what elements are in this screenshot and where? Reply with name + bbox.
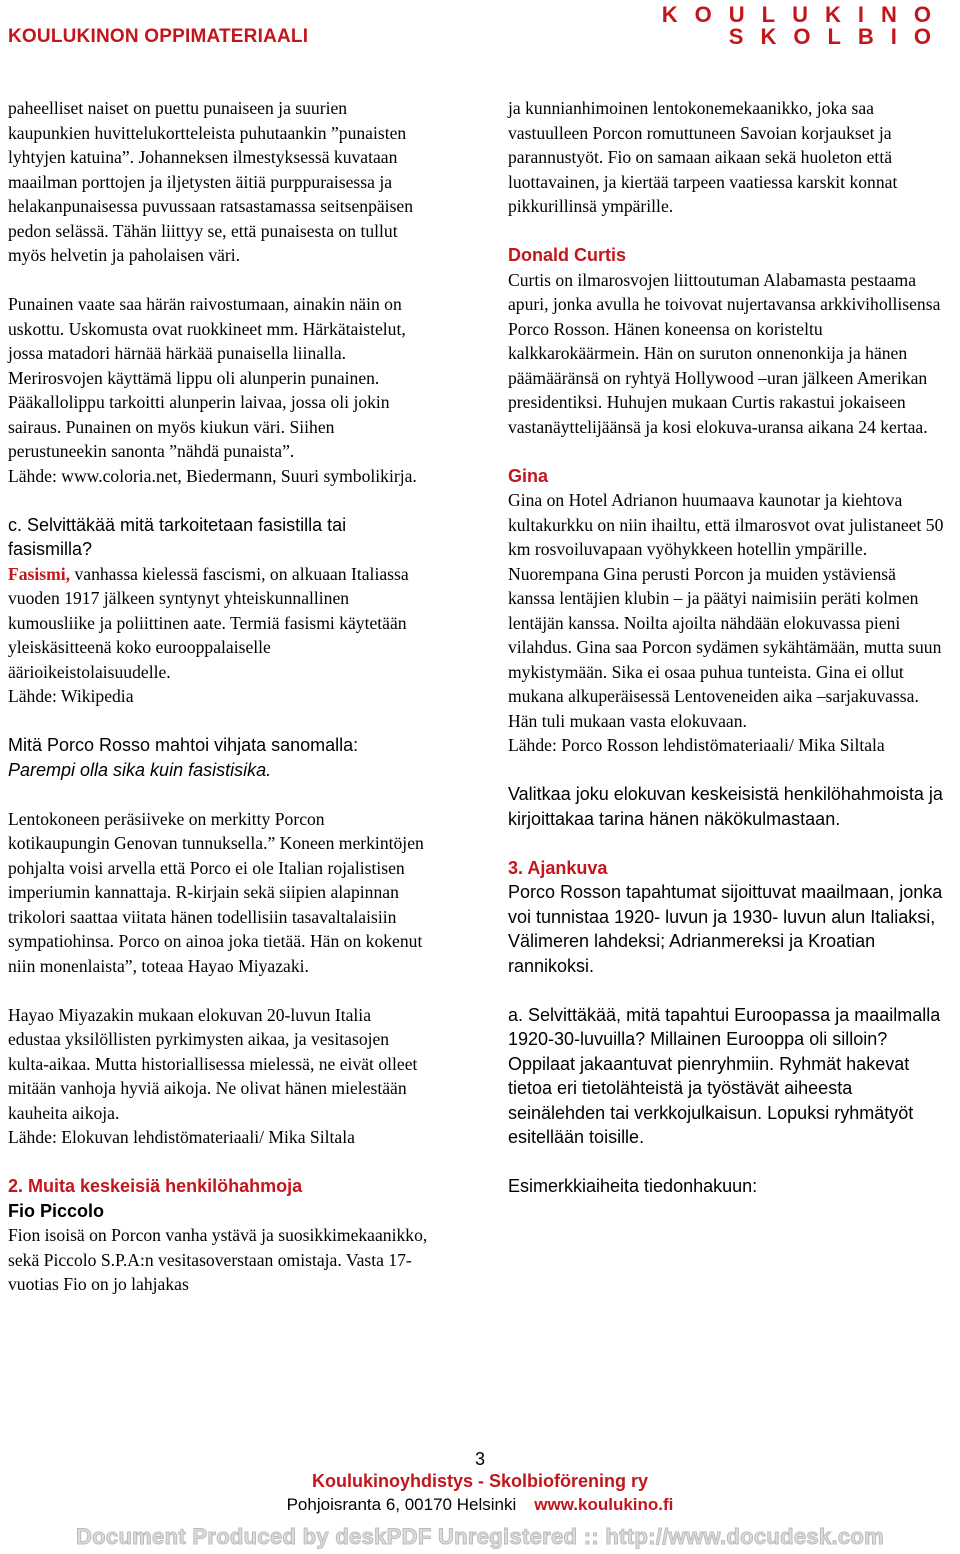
footer-website-link[interactable]: www.koulukino.fi (534, 1495, 674, 1514)
logo-line-1: KOULUKINO (661, 2, 948, 27)
question-a-text: Oppilaat jakaantuvat pienryhmiin. Ryhmät hakevat tietoa eri tietolähteistä ja työstävät aiheesta seinälehden tai verkkojulkaisun. Lopuksi ryhmätyöt esitellään toisille. (508, 1053, 914, 1147)
gina-heading: Gina (508, 465, 549, 486)
source-line: Lähde: Porco Rosson lehdistömateriaali/ Mika Siltala (508, 735, 885, 755)
paragraph: paheelliset naiset on puettu punaiseen ja suurien kaupunkien huvittelukortteleista puhutaankin ”punaisten lyhtyjen katuina”. Johanneksen ilmestyksessä kuvataan maailman porttojen ja iljetysten äitiä purppuraisessa ja helakanpunaisessa puvussaan ratsastamassa seitsenpäisen pedon selässä. Tähän liittyy se, että punaisesta on tullut myös helvetin ja paholaisen väri. (8, 98, 414, 265)
footer-organization: Koulukinoyhdistys - Skolbioförening ry (311, 1471, 649, 1491)
right-column (508, 96, 946, 1199)
page-number: 3 (474, 1449, 485, 1469)
fascism-term: Fasismi, (8, 563, 71, 584)
question-a: a. Selvittäkää, mitä tapahtui Euroopassa ja maailmalla 1920-30-luvuilla? Millainen Eurooppa oli silloin? (508, 1004, 941, 1049)
source-line: Lähde: Wikipedia (8, 686, 134, 706)
fascism-definition (8, 562, 428, 685)
curtis-heading: Donald Curtis (508, 245, 627, 265)
paragraph: Punainen vaate saa härän raivostumaan, ainakin näin on uskottu. Uskomusta ovat ruokkineet mm. Härkätaistelut, jossa matadori härnää härkää punaisella liinalla. Merirosvojen käyttämä lippu oli alunperin punainen. Pääkallolippu tarkoitti alunperin laivaa, jossa oli jokin sairaus. Punainen on myös kiukun väri. Siihen perustuneekin sanonta ”nähdä punaista”. (8, 294, 406, 461)
task-text: Valitkaa joku elokuvan keskeisistä henkilöhahmoista ja kirjoittakaa tarina hänen näkökulmastaan. (508, 784, 943, 829)
paragraph: Lentokoneen peräsiiveke on merkitty Porcon kotikaupungin Genovan tunnuksella.” Koneen merkintöjen pohjalta voisi arvella että Porco ei ole Italian rojalistisen imperiumin kannattaja. R-kirjain sekä siipien alapinnan trikolori saattaa viitata hänen todellisiin tasavaltalaisiin sympatiohinsa. Porco on ainoa joka tietää. Hän on kokenut niin monenlaista”, toteaa Hayao Miyazaki. (8, 808, 424, 976)
fio-heading: Fio Piccolo (8, 1200, 105, 1221)
gina-text: Gina on Hotel Adrianon huumaava kaunotar ja kiehtova kultakurkku on niin ihailtu, että ilmarosvot ovat julistaneet 50 km rosvoiluvapaan vyöhykkeen hotellin ympärille. Nuorempana Gina perusti Porcon ja muiden ystäviensä kanssa lentäjien klubin – ja päätyi naimisiin peräti kolmen lentäjän kanssa. Noilta ajoilta nähdään elokuvassa pieni vilahdus. Gina saa Porcon sydämen sykähtämään, mutta suun mykistymään. Sika ei osaa puhua tunteista. Gina ei ollut mukana alkuperäisessä Lentoveneiden aika –sarjakuvassa. Hän tuli mukaan vasta elokuvaan. (508, 490, 944, 731)
fio-continued: ja kunnianhimoinen lentokonemekaanikko, joka saa vastuulleen Porcon romuttuneen Savoian korjaukset ja parannustyöt. Fio on samaan aikaan sekä huoleton että luottavainen, ja kiertää tarpeen vaatiessa karskit konnat pikkurillinsä ympärille. (508, 98, 898, 216)
watermark: Document Produced by deskPDF Unregistered :: http://www.docudesk.com (75, 1524, 885, 1549)
examples-heading: Esimerkkiaiheita tiedonhakuun: (508, 1176, 758, 1196)
source-line: Lähde: www.coloria.net, Biedermann, Suuri symbolikirja. (8, 465, 417, 486)
header-title: KOULUKINON OPPIMATERIAALI (8, 26, 309, 47)
section-3-heading: 3. Ajankuva (508, 857, 608, 878)
hint-quote: Parempi olla sika kuin fasistisika. (8, 759, 272, 780)
fascism-text: vanhassa kielessä fascismi, on alkuaan Italiassa vuoden 1917 jälkeen syntynyt yhteiskunnallinen kumousliike ja poliittinen aate. Termiä fasismi käytetään yleiskäsitteenä koko eurooppalaiselle äärioikeistolaisuudelle. (8, 563, 409, 682)
section-2-heading: 2. Muita keskeisiä henkilöhahmoja (8, 1176, 303, 1196)
logo-line-2: SKOLBIO (728, 24, 948, 49)
section-3-text: Porco Rosson tapahtumat sijoittuvat maailmaan, jonka voi tunnistaa 1920- luvun ja 1930- luvun alun Italiaksi, Välimeren lahdeksi; Adrianmereksi ja Kroatian rannikoksi. (508, 882, 943, 976)
paragraph: Hayao Miyazakin mukaan elokuvan 20-luvun Italia edustaa yksilöllisten pyrkimysten aikaa, ja vesitasojen kulta-aikaa. Mutta historiallisessa mielessä, ne eivät olleet mitään vanhoja hyviä aikoja. Ne olivat hänen mielestään kauheita aikoja. (8, 1004, 418, 1123)
hint-question: Mitä Porco Rosso mahtoi vihjata sanomalla: (8, 735, 359, 755)
left-column (8, 96, 428, 1297)
footer-address-line (0, 1495, 960, 1515)
curtis-text: Curtis on ilmarosvojen liittoutuman Alabamasta pestaama apuri, jonka avulla he toivovat nujertavansa arkkivihollisensa Porco Rosson. Hänen koneensa on koristeltu kalkkarokäärmein. Hän on suruton onnenonkija ja hänen päämääränsä on ryhtyä Hollywood –uran jälkeen Amerikan presidentiksi. Huhujen mukaan Curtis rakastui jokaiseen vastanäyttelijäänsä ja kosi elokuva-uransa aikana 24 kertaa. (508, 269, 941, 437)
source-line: Lähde: Elokuvan lehdistömateriaali/ Mika Siltala (8, 1127, 355, 1147)
koulukino-logo (662, 4, 948, 48)
footer-address: Pohjoisranta 6, 00170 Helsinki (286, 1495, 517, 1514)
fio-text: Fion isoisä on Porcon vanha ystävä ja suosikkimekaanikko, sekä Piccolo S.P.A:n vesitasoverstaan omistaja. Vasta 17-vuotias Fio on jo lahjakas (8, 1225, 428, 1294)
question-c: c. Selvittäkää mitä tarkoitetaan fasistilla tai fasismilla? (8, 514, 347, 559)
